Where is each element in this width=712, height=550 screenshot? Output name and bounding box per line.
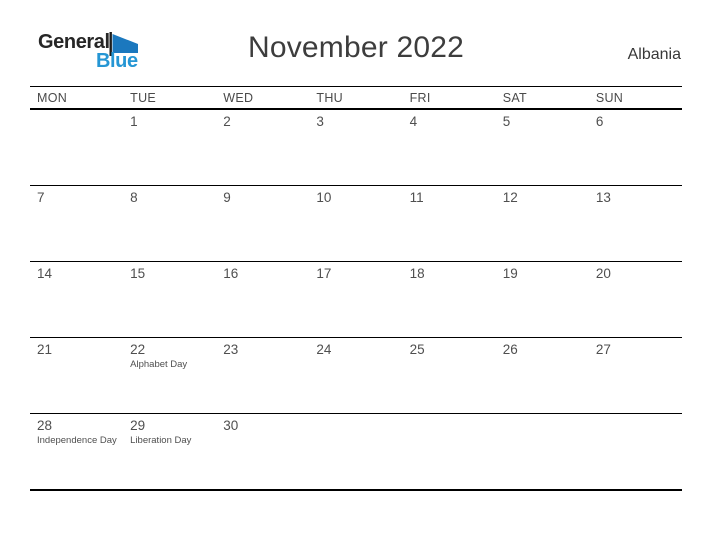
calendar-cell <box>309 186 402 262</box>
day-number: 13 <box>595 190 611 205</box>
calendar-cell <box>309 338 402 414</box>
calendar-cell <box>496 186 589 262</box>
day-number: 30 <box>223 418 239 433</box>
calendar-cell <box>309 262 402 338</box>
calendar-cell <box>30 186 123 262</box>
day-number: 18 <box>409 266 425 281</box>
day-number: 1 <box>130 114 138 129</box>
calendar-cell <box>123 338 216 414</box>
calendar-cell <box>30 338 123 414</box>
weekday-header-sun: SUN <box>589 87 682 110</box>
calendar-cell <box>123 109 216 186</box>
weekday-header-tue: TUE <box>123 87 216 110</box>
week-row <box>30 414 682 491</box>
calendar-cell <box>496 109 589 186</box>
calendar-cell <box>216 414 309 491</box>
calendar-cell <box>589 338 682 414</box>
calendar-cell <box>30 262 123 338</box>
day-number: 24 <box>316 342 332 357</box>
holiday-label: Independence Day <box>37 434 117 446</box>
calendar-cell <box>216 338 309 414</box>
day-number: 21 <box>37 342 53 357</box>
day-number: 28 <box>37 418 53 433</box>
calendar-cell <box>589 414 682 491</box>
day-number: 12 <box>502 190 518 205</box>
calendar-cell <box>30 109 123 186</box>
calendar-cell <box>403 186 496 262</box>
day-number: 2 <box>223 114 231 129</box>
day-number: 4 <box>409 114 418 129</box>
calendar-cell <box>589 186 682 262</box>
calendar-cell <box>123 186 216 262</box>
weekday-header-row <box>30 87 682 110</box>
week-row <box>30 262 682 338</box>
calendar-table <box>30 86 682 491</box>
holiday-label: Liberation Day <box>130 434 192 446</box>
week-row <box>30 186 682 262</box>
calendar <box>30 86 682 491</box>
day-number: 11 <box>409 190 424 205</box>
calendar-cell <box>403 262 496 338</box>
day-number: 5 <box>502 114 511 129</box>
calendar-cell <box>589 262 682 338</box>
day-number: 15 <box>130 266 146 281</box>
calendar-cell <box>309 414 402 491</box>
day-number: 29 <box>130 418 146 433</box>
logo-text-blue: Blue <box>95 50 138 72</box>
weekday-header-wed: WED <box>216 87 309 110</box>
logo-text-general: General <box>38 31 110 53</box>
country-label: Albania <box>627 46 681 63</box>
page-title: November 2022 <box>247 31 465 64</box>
calendar-cell <box>403 414 496 491</box>
weekday-header-mon: MON <box>30 87 123 110</box>
calendar-cell <box>216 262 309 338</box>
day-number: 26 <box>502 342 518 357</box>
calendar-cell <box>123 262 216 338</box>
day-number: 16 <box>223 266 239 281</box>
calendar-cell <box>216 186 309 262</box>
day-number: 23 <box>223 342 239 357</box>
week-row <box>30 338 682 414</box>
day-number: 10 <box>316 190 332 205</box>
week-row <box>30 109 682 186</box>
day-number: 27 <box>595 342 611 357</box>
day-number: 17 <box>316 266 332 281</box>
calendar-cell <box>123 414 216 491</box>
calendar-cell <box>589 109 682 186</box>
weekday-header-thu: THU <box>309 87 402 110</box>
calendar-cell <box>30 414 123 491</box>
day-number: 25 <box>409 342 425 357</box>
calendar-cell <box>496 262 589 338</box>
calendar-cell <box>309 109 402 186</box>
day-number: 7 <box>37 190 45 205</box>
day-number: 8 <box>130 190 138 205</box>
day-number: 14 <box>37 266 53 281</box>
weekday-header-sat: SAT <box>496 87 589 110</box>
calendar-cell <box>403 338 496 414</box>
day-number: 6 <box>595 114 604 129</box>
calendar-cell <box>496 414 589 491</box>
holiday-label: Alphabet Day <box>130 358 188 370</box>
day-number: 3 <box>316 114 324 129</box>
day-number: 20 <box>595 266 611 281</box>
calendar-cell <box>403 109 496 186</box>
weekday-header-fri: FRI <box>403 87 496 110</box>
day-number: 19 <box>502 266 518 281</box>
day-number: 9 <box>223 190 231 205</box>
day-number: 22 <box>130 342 146 357</box>
calendar-cell <box>216 109 309 186</box>
calendar-cell <box>496 338 589 414</box>
